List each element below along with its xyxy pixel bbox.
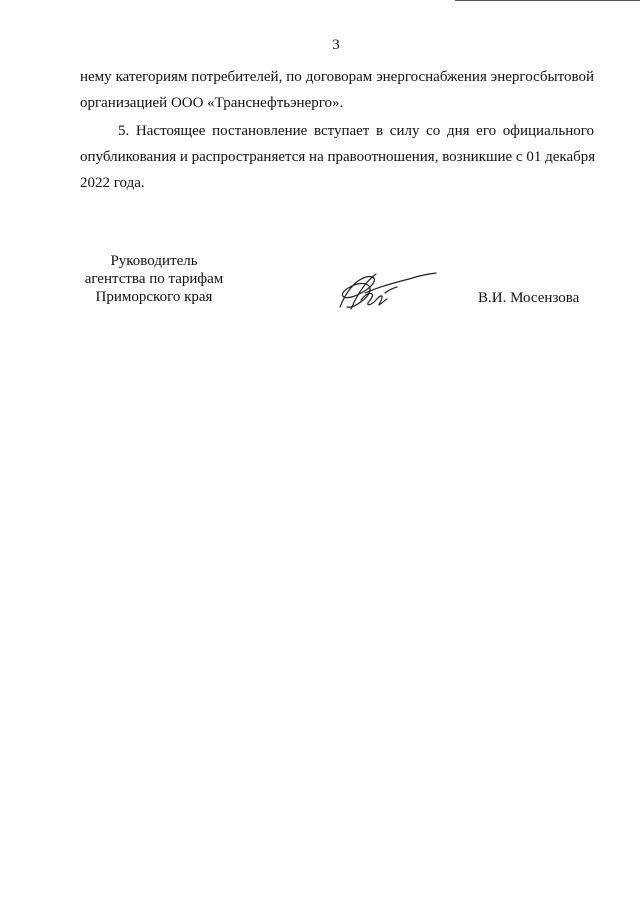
- signatory-name: В.И. Мосензова: [478, 290, 580, 306]
- paragraph-line: нему категориям потребителей, по договорам энергоснабжения энергосбытовой: [80, 69, 594, 85]
- signatory-position-line: Приморского края: [95, 289, 213, 305]
- paragraph-line: организацией ООО «Транснефтьэнерго».: [80, 95, 344, 111]
- paragraph-continuation: [80, 64, 594, 116]
- signatory-position: [74, 252, 234, 306]
- page-number: 3: [332, 37, 340, 53]
- paragraph-line: 2022 года.: [80, 175, 145, 191]
- paragraph-line: опубликования и распространяется на правоотношения, возникшие с 01 декабря: [80, 149, 596, 165]
- top-edge-rule: [455, 0, 640, 1]
- signatory-position-line: агентства по тарифам: [84, 271, 224, 287]
- paragraph-effective-date: [80, 118, 594, 196]
- paragraph-line: 5. Настоящее постановление вступает в силу со дня его официального: [118, 123, 594, 139]
- signatory-position-line: Руководитель: [110, 253, 198, 269]
- handwritten-signature-icon: [330, 262, 442, 318]
